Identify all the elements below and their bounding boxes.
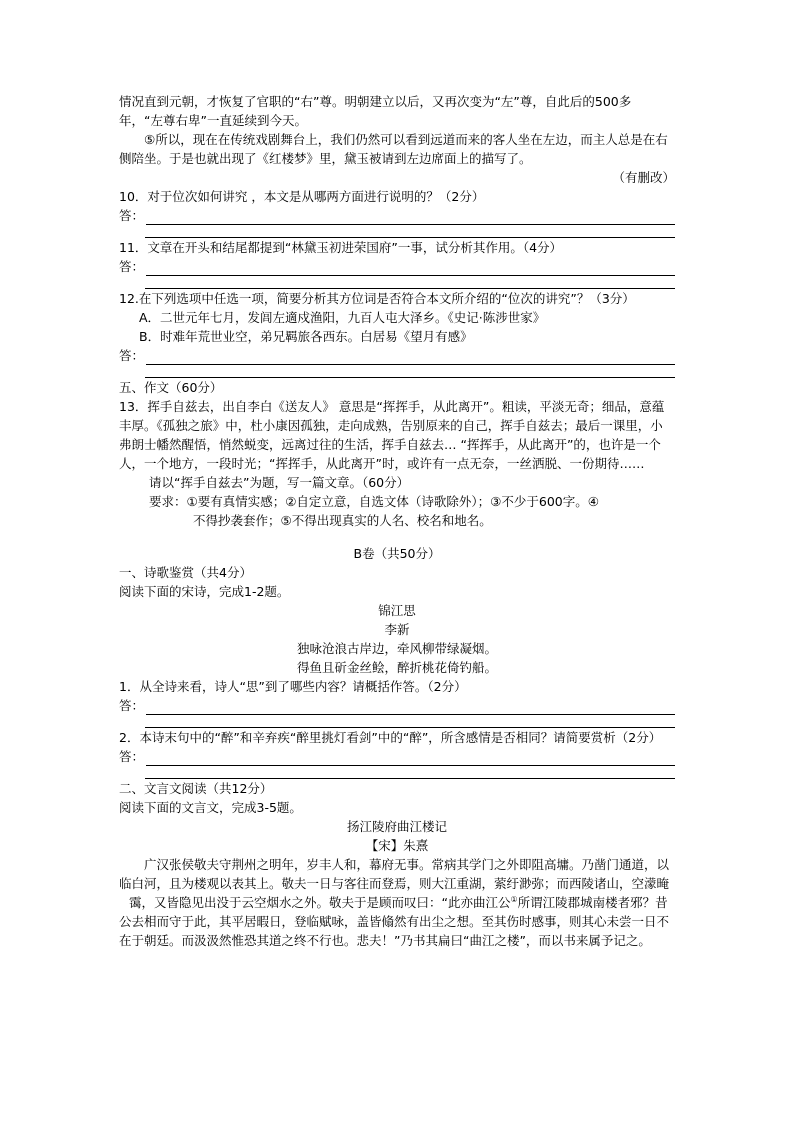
- poem-title: 锦江思: [378, 603, 416, 618]
- answer-label: 答：: [119, 749, 145, 764]
- answer-line-10[interactable]: [119, 206, 675, 225]
- b-section-1-title: 一、诗歌鉴赏（共4分）: [119, 565, 252, 580]
- poem-line-2: 得鱼且斫金丝鲙，醉折桃花倚钓船。: [296, 660, 497, 675]
- b-question-1: 1．从全诗来看，诗人“思”到了哪些内容？请概括作答。（2分）: [119, 679, 467, 694]
- prose-text: [119, 855, 675, 950]
- answer-line-12b[interactable]: [145, 365, 675, 378]
- answer-line-12[interactable]: [119, 346, 675, 365]
- volume-b-title: B卷（共50分）: [353, 546, 441, 561]
- q12-option-b: B．时难年荒世业空，弟兄羁旅各西东。白居易《望月有感》: [139, 329, 473, 344]
- paragraph-prev-end: 情况直到元朝，才恢复了官职的“右”尊。明朝建立以后，又再次变为“左”尊，自此后的500多年，“左尊右卑”一直延续到今天。: [119, 94, 632, 128]
- answer-line-b1b[interactable]: [145, 715, 675, 728]
- answer-line-11[interactable]: [119, 257, 675, 276]
- b-section-1-intro: 阅读下面的宋诗，完成1-2题。: [119, 584, 290, 599]
- paragraph-5: ⑤所以，现在在传统戏剧舞台上，我们仍然可以看到远道而来的客人坐在左边，而主人总是在右侧陪坐。于是也就出现了《红楼梦》里，黛玉被请到左边席面上的描写了。: [119, 132, 668, 166]
- q13-prompt: 请以“挥手自兹去”为题，写一篇文章。（60分）: [149, 475, 410, 490]
- prose-title: 扬江陵府曲江楼记: [346, 819, 447, 834]
- q13-requirements-2: 不得抄袭套作；⑤不得出现真实的人名、校名和地名。: [193, 513, 492, 528]
- question-11: 11．文章在开头和结尾都提到“林黛玉初进荣国府”一事，试分析其作用。（4分）: [119, 240, 563, 255]
- section-5-title: 五、作文（60分）: [119, 380, 223, 395]
- answer-label: 答：: [119, 208, 145, 223]
- poem-line-1: 独咏沧浪古岸边，牵风柳带绿凝烟。: [296, 641, 497, 656]
- question-13: 13．挥手自兹去，出自李白《送友人》 意思是“挥挥手，从此离开”。粗读，平淡无奇；细品，意蕴丰厚。《孤独之旅》中，杜小康因孤独，走向成熟，告别原来的自己，挥手自兹去；最后一课里，小弗朗士幡然醒悟，悄然蜕变，远离过往的生活，挥手自兹去… “挥挥手，从此离开”的，也许是一个人，一个地方，一段时光；“挥挥手，从此离开”时，或许有一点无奈，一丝洒脱、一份期待……: [119, 399, 665, 471]
- b-question-2: 2．本诗末句中的“醉”和辛弃疾“醉里挑灯看剑”中的“醉”，所含感情是否相同？请简要赏析（2分）: [119, 730, 662, 745]
- question-10: 10．对于位次如何讲究 ，本文是从哪两方面进行说明的？（2分）: [119, 189, 485, 204]
- answer-label: 答：: [119, 698, 145, 713]
- answer-label: 答：: [119, 259, 145, 274]
- prose-text-a: 广汉张侯敬夫守荆州之明年，岁丰人和，幕府无事。常病其学门之外即阻高墉。乃凿门通道，以临白河，且为楼观以表其上。敬夫一日与客往而登焉，则大江重湖，萦纡渺弥；而西陵诸山，空濛晻: [119, 857, 670, 891]
- prose-text-a-tail: 霭，又皆隐见出没于云空烟水之外。敬夫于是顾而叹曰：“此亦曲江公: [129, 895, 511, 910]
- prose-text-b: 所谓江陵郡城南楼者邪？昔公去相而守于此，其平居暇日，登临赋咏，盖皆翛然有出尘之想。至其伤时感事，则其心未尝一日不在于朝廷。而汲汲然惟恐其道之终不行也。悲夫！”乃书其扁曰“曲江之楼”，而以书来属予记之。: [119, 895, 670, 948]
- q12-option-a: A．二世元年七月，发闾左適戍渔阳，九百人屯大泽乡。《史记·陈涉世家》: [139, 310, 546, 325]
- footnote-marker: ①: [510, 894, 518, 904]
- q13-requirements-1: 要求：①要有真情实感；②自定立意，自选文体（诗歌除外）；③不少于600字。④: [149, 494, 599, 509]
- b-section-2-intro: 阅读下面的文言文，完成3-5题。: [119, 800, 302, 815]
- answer-line-b1[interactable]: [119, 696, 675, 715]
- source-note: （有删改）: [612, 170, 675, 185]
- prose-author: 【宋】朱熹: [365, 838, 429, 853]
- answer-line-10b[interactable]: [145, 225, 675, 238]
- answer-line-b2b[interactable]: [145, 766, 675, 779]
- answer-label: 答：: [119, 348, 145, 363]
- question-12: 12.在下列选项中任选一项，简要分析其方位词是否符合本文所介绍的“位次的讲究”？（3分）: [119, 291, 635, 306]
- answer-line-b2[interactable]: [119, 747, 675, 766]
- document-page: [119, 92, 675, 950]
- answer-line-11b[interactable]: [145, 276, 675, 289]
- poem-author: 李新: [384, 622, 410, 637]
- b-section-2-title: 二、文言文阅读（共12分）: [119, 781, 273, 796]
